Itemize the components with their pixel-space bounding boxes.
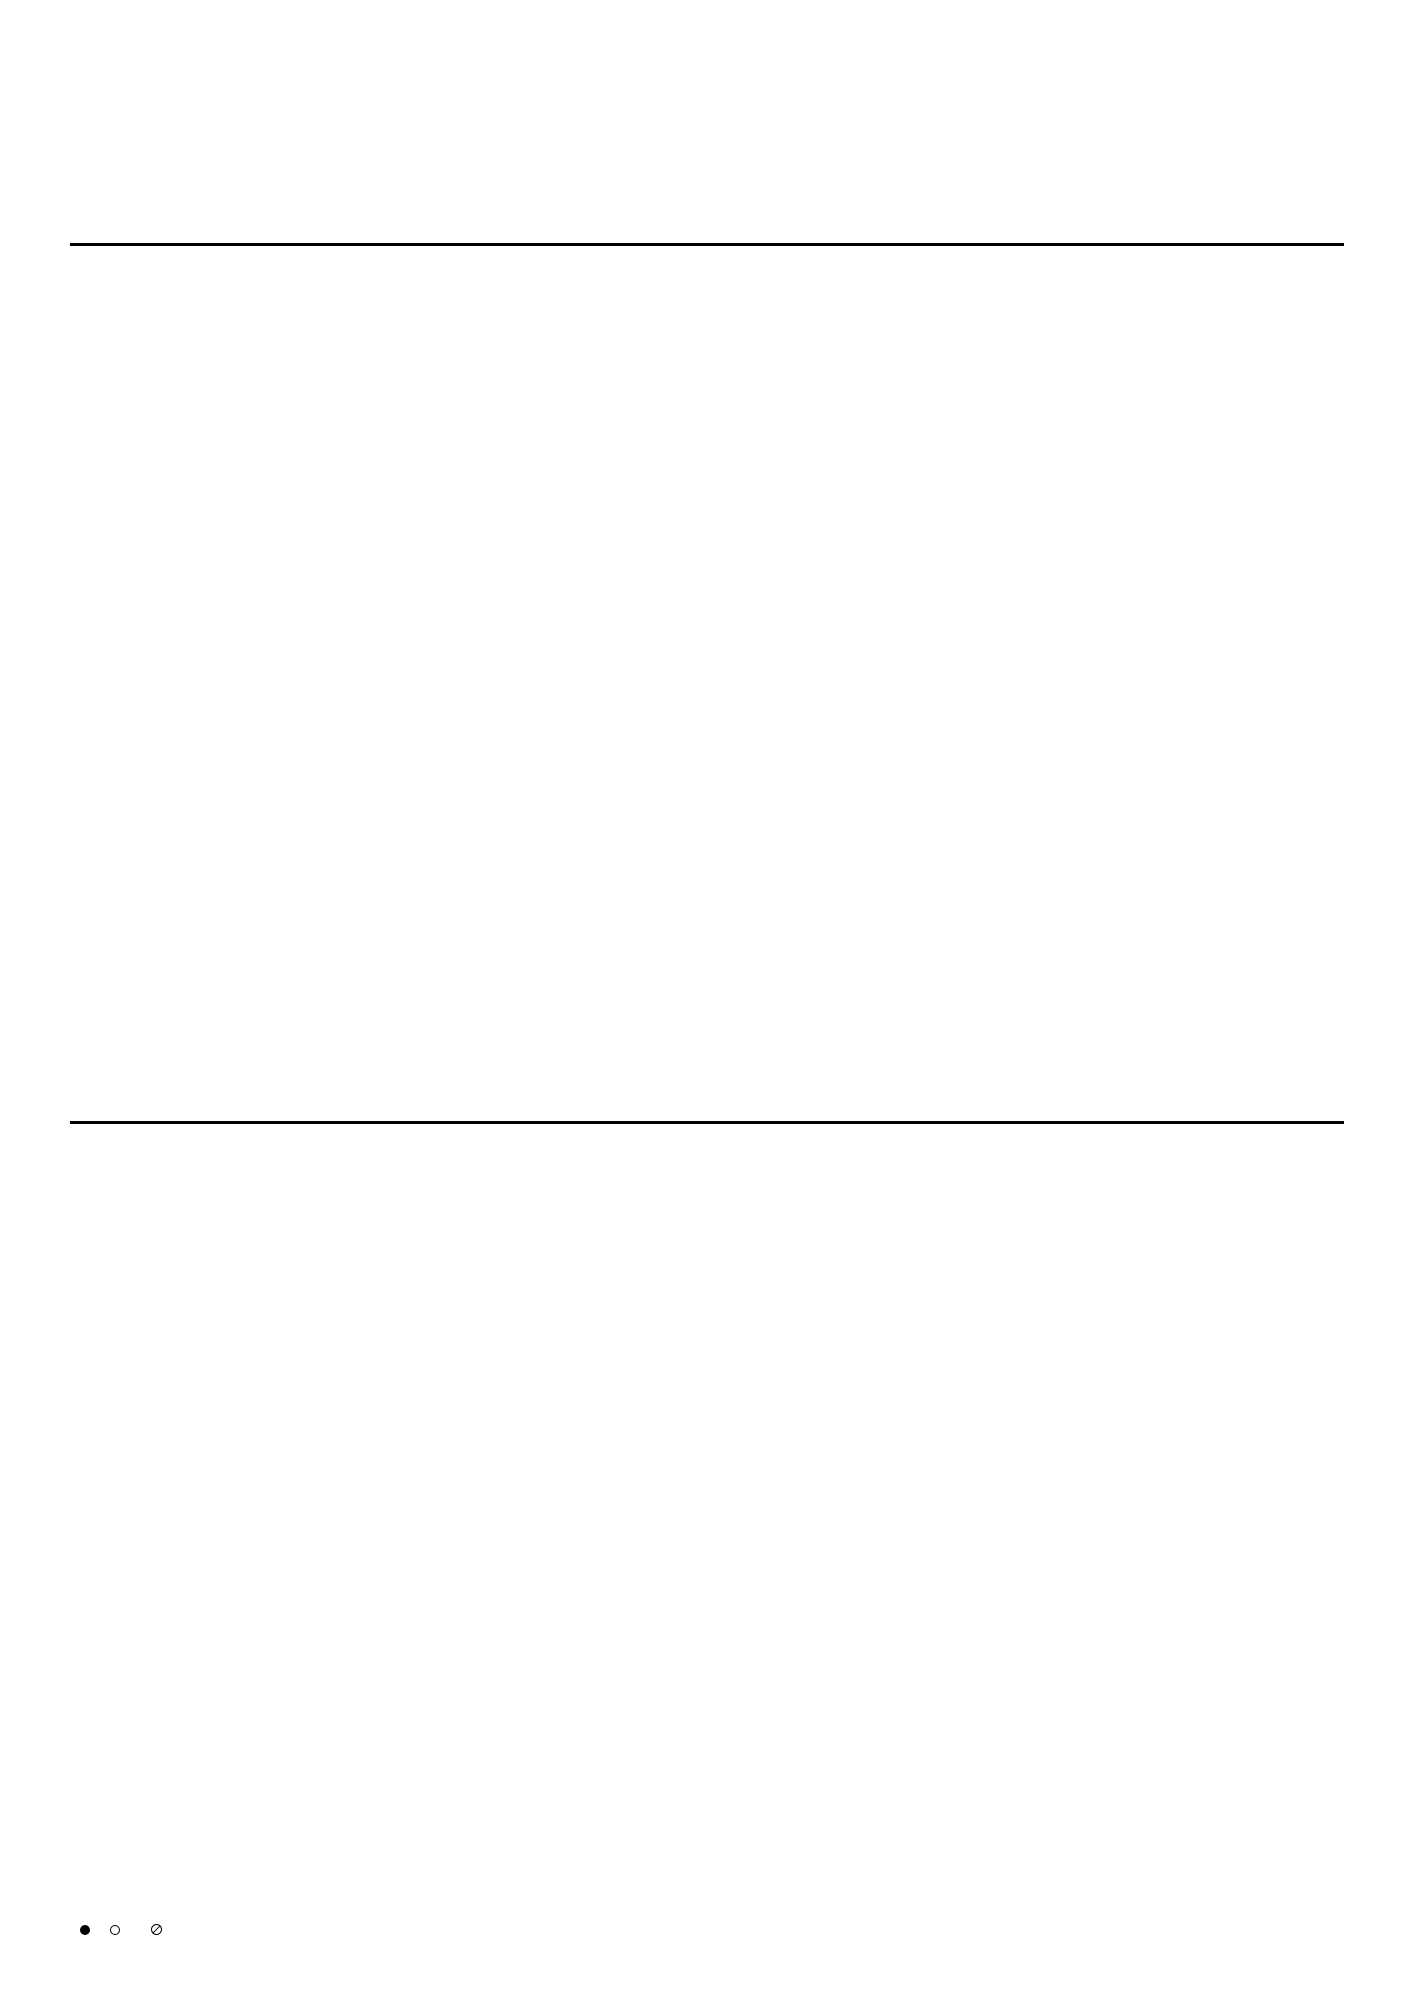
esterni-rule — [70, 1121, 1344, 1124]
empty-circle-icon — [110, 1925, 120, 1935]
header-rule — [70, 243, 1344, 246]
version-header-business — [966, 150, 992, 240]
version-header-alltrack — [1030, 150, 1056, 240]
version-header-gte — [1062, 150, 1088, 240]
no-charge-circle-icon — [151, 1924, 162, 1935]
version-header-executive — [998, 150, 1024, 240]
filled-dot-icon — [80, 1925, 90, 1935]
footer-legend — [74, 1922, 166, 1938]
